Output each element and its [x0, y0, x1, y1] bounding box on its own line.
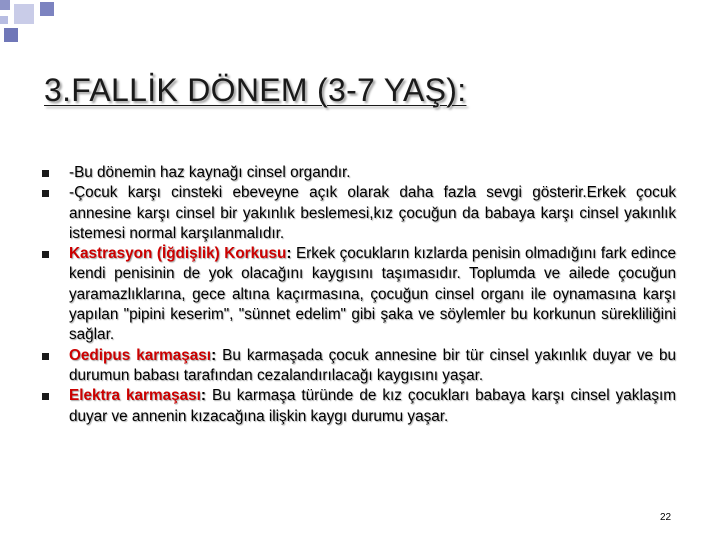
page-number: 22: [660, 512, 672, 523]
list-item: [40, 386, 676, 427]
slide-title: 3.FALLİK DÖNEM (3-7 YAŞ):: [44, 72, 467, 108]
list-item: [40, 346, 676, 387]
decor-square: [0, 16, 8, 24]
bullet-text: -Bu dönemin haz kaynağı cinsel organdır.: [69, 164, 351, 181]
decor-square: [40, 2, 54, 16]
list-item: [40, 244, 676, 345]
bullet-text: Bu karmaşa türünde de kız çocukları babaya karşı cinsel yaklaşım duyar ve annenin kızacağına ilişkin kaygı durumu yaşar.: [69, 387, 676, 425]
square-bullet-icon: [42, 393, 49, 400]
bullet-text: -Çocuk karşı cinsteki ebeveyne açık olarak daha fazla sevgi gösterir.Erkek çocuk annesine karşı cinsel bir yakınlık beslemesi,kız çocuğun da babaya karşı cinsel yakınlık istemesi normal karşılanmalıdır.: [69, 184, 676, 242]
decor-square: [0, 0, 10, 10]
square-bullet-icon: [42, 251, 49, 258]
square-bullet-icon: [42, 190, 49, 197]
list-item: [40, 163, 676, 183]
term-label: Elektra karmaşası: [69, 387, 201, 405]
term-separator: :: [211, 346, 217, 364]
square-bullet-icon: [42, 353, 49, 360]
term-separator: :: [200, 387, 206, 405]
bullet-list: [40, 163, 676, 427]
bullet-text: Erkek çocukların kızlarda penisin olmadığını fark edince kendi penisinin de yok olacağını kaygısını taşımasıdır. Toplumda ve ailede çocuğun yaramazlıklarına, gece altına kaçırmasına, çocuğun cinsel organı ile oynamasına karşı yapılan "pipini keserim", "sünnet edelim" gibi şaka ve söylemler bu korkunun sürekliliğini sağlar.: [69, 245, 677, 344]
term-label: Oedipus karmaşası: [69, 346, 212, 364]
decor-square: [14, 4, 34, 24]
term-separator: :: [286, 245, 292, 263]
decor-square: [4, 28, 18, 42]
square-bullet-icon: [42, 170, 49, 177]
bullet-text: Bu karmaşada çocuk annesine bir tür cinsel yakınlık duyar ve bu durumun babası tarafından cezalandırılacağı kaygısını yaşar.: [69, 346, 677, 384]
list-item: [40, 183, 676, 244]
term-label: Kastrasyon (İğdişlik) Korkusu: [69, 245, 287, 263]
